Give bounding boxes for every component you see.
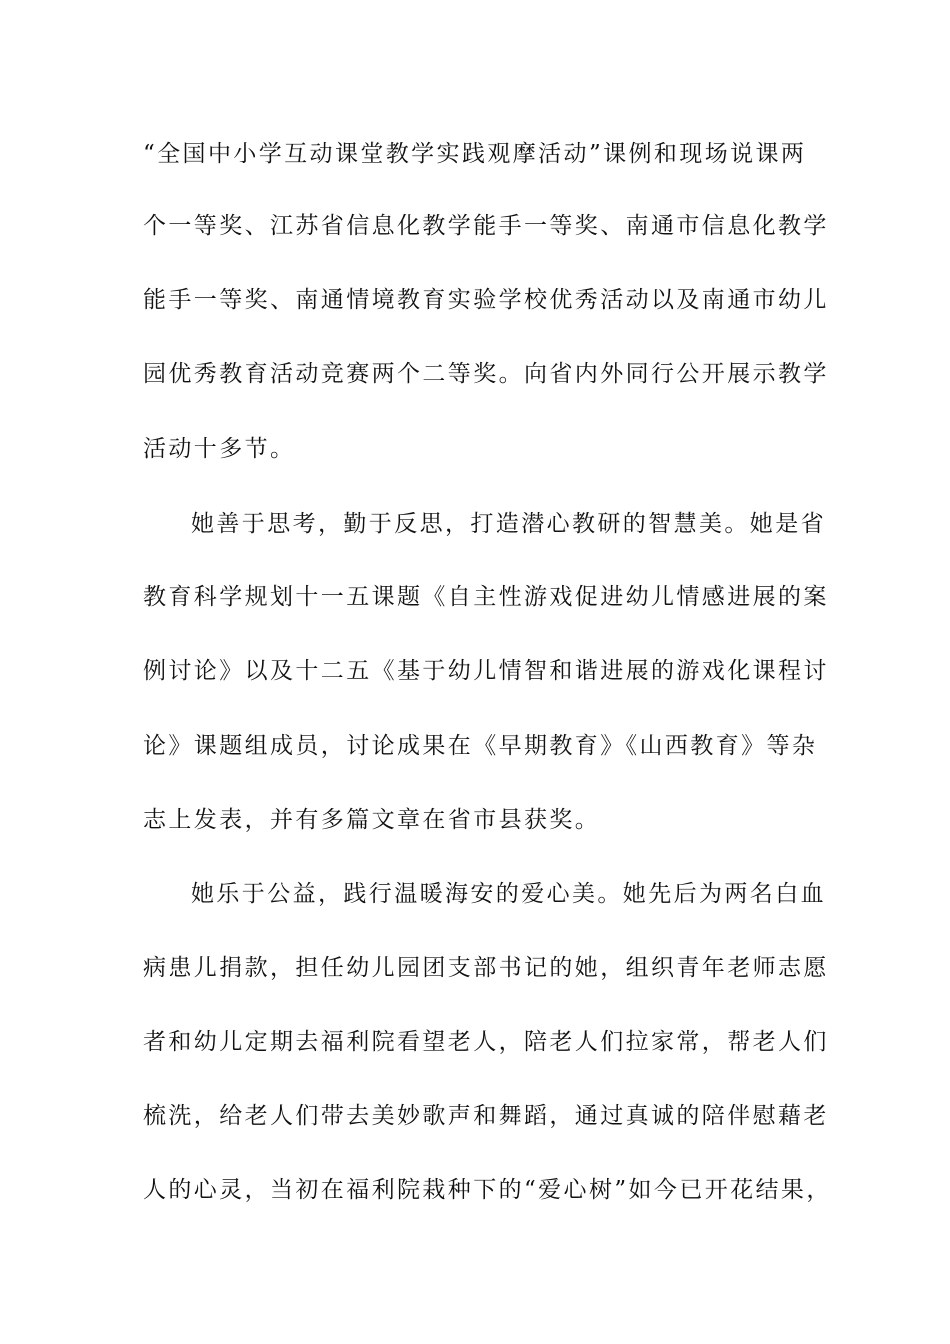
text-line: 例讨论》以及十二五《基于幼儿情智和谐进展的游戏化课程讨 bbox=[143, 658, 829, 684]
text-line: 病患儿捐款，担任幼儿园团支部书记的她，组织青年老师志愿 bbox=[143, 955, 829, 981]
text-line: 梳洗，给老人们带去美妙歌声和舞蹈，通过真诚的陪伴慰藉老 bbox=[143, 1103, 829, 1129]
text-line: 个一等奖、江苏省信息化教学能手一等奖、南通市信息化教学 bbox=[143, 213, 829, 239]
text-line: 志上发表，并有多篇文章在省市县获奖。 bbox=[143, 807, 601, 833]
text-line: 活动十多节。 bbox=[143, 436, 296, 462]
paragraph-first-line: 她善于思考，勤于反思，打造潜心教研的智慧美。她是省 bbox=[191, 511, 826, 537]
text-line: 能手一等奖、南通情境教育实验学校优秀活动以及南通市幼儿 bbox=[143, 287, 829, 313]
text-line: “全国中小学互动课堂教学实践观摩活动”课例和现场说课两 bbox=[143, 141, 807, 167]
text-line: 教育科学规划十一五课题《自主性游戏促进幼儿情感进展的案 bbox=[143, 584, 829, 610]
text-line: 者和幼儿定期去福利院看望老人，陪老人们拉家常，帮老人们 bbox=[143, 1029, 829, 1055]
text-line: 论》课题组成员，讨论成果在《早期教育》《山西教育》等杂 bbox=[143, 733, 818, 759]
paragraph-first-line: 她乐于公益，践行温暖海安的爱心美。她先后为两名白血 bbox=[191, 881, 826, 907]
text-line: 人的心灵，当初在福利院栽种下的“爱心树”如今已开花结果， bbox=[143, 1177, 832, 1203]
text-line: 园优秀教育活动竞赛两个二等奖。向省内外同行公开展示教学 bbox=[143, 361, 829, 387]
